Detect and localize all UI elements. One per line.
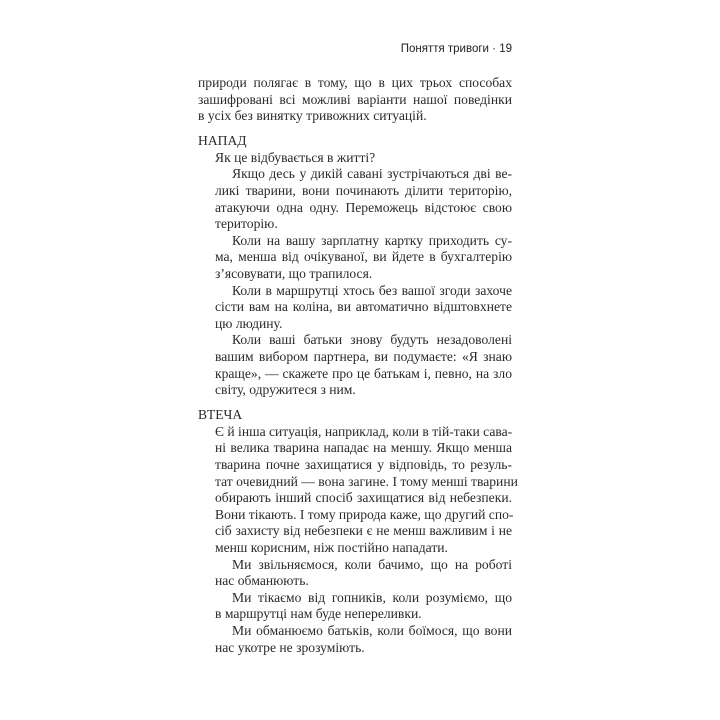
text-line: сіб захисту від небезпеки є не менш важливим і не	[215, 523, 512, 539]
text-line: Вони тікають. І тому природа каже, що другий спо-	[215, 506, 514, 522]
text-line: природи полягає в тому, що в цих трьох способах	[198, 75, 512, 90]
text-line: в усіх без винятку тривожних ситуацій.	[198, 108, 427, 124]
text-line: Ми звільняємося, коли бачимо, що на роботі	[232, 556, 512, 572]
text-line: сісти вам на коліна, ви автоматично відштовхнете	[215, 299, 512, 315]
text-line: Ми тікаємо від гопників, коли розуміємо, що	[232, 589, 512, 605]
text-line: в маршрутці нам буде непереливки.	[215, 606, 422, 622]
text-line: зашифровані всі можливі варіанти нашої поведінки	[198, 91, 512, 107]
section-напад	[198, 133, 512, 399]
text-line: територію.	[215, 216, 278, 232]
text-line: нас укотре не зрозуміють.	[215, 639, 365, 655]
text-line: обирають інший спосіб захищатися від небезпеки.	[215, 490, 512, 506]
text-line: Є й інша ситуація, наприклад, коли в тій-таки сава-	[215, 423, 513, 439]
text-line: тварина почне захищатися у відповідь, то резуль-	[215, 457, 512, 473]
text-line: атакуючи одна одну. Переможець відстоює свою	[215, 199, 512, 215]
text-line: ликі тварини, вони починають ділити територію,	[215, 183, 512, 199]
text-line: краще», — скажете про це батькам і, певно, на зло	[215, 365, 512, 381]
intro-paragraph	[198, 75, 512, 125]
text-line: Коли в маршрутці хтось без вашої згоди захоче	[232, 282, 512, 298]
section-text	[215, 150, 512, 399]
text-line: світу, одружитеся з ним.	[215, 382, 356, 398]
running-header: Поняття тривоги · 19	[400, 43, 512, 55]
text-line: Коли ваші батьки знову будуть незадоволені	[232, 332, 512, 348]
text-line: з’ясовувати, що трапилося.	[215, 266, 373, 282]
section-heading: ВТЕЧА	[198, 407, 243, 423]
text-line: Ми обманюємо батьків, коли боїмося, що вони	[232, 623, 512, 638]
text-line: тат очевидний — вона загине. І тому менші тварини	[215, 473, 518, 489]
text-line: Коли на вашу зарплатну картку приходить су-	[232, 232, 512, 248]
section-heading: НАПАД	[198, 133, 247, 149]
text-line: ма, менша від очікуваної, ви йдете в бухгалтерію	[215, 249, 512, 265]
section-text	[215, 423, 518, 656]
text-line: ні велика тварина нападає на меншу. Якщо менша	[215, 440, 512, 456]
text-line: вашим вибором партнера, ви подумаєте: «Я знаю	[215, 349, 512, 364]
text-line: Як це відбувається в житті?	[215, 149, 376, 165]
sections	[198, 133, 518, 656]
page-body	[198, 75, 518, 656]
text-line: Якщо десь у дикій савані зустрічаються дві ве-	[232, 166, 512, 182]
text-line: нас обманюють.	[215, 573, 309, 589]
text-line: менш корисним, ніж постійно нападати.	[215, 540, 448, 556]
text-line: цю людину.	[215, 315, 283, 331]
section-втеча	[198, 407, 518, 656]
